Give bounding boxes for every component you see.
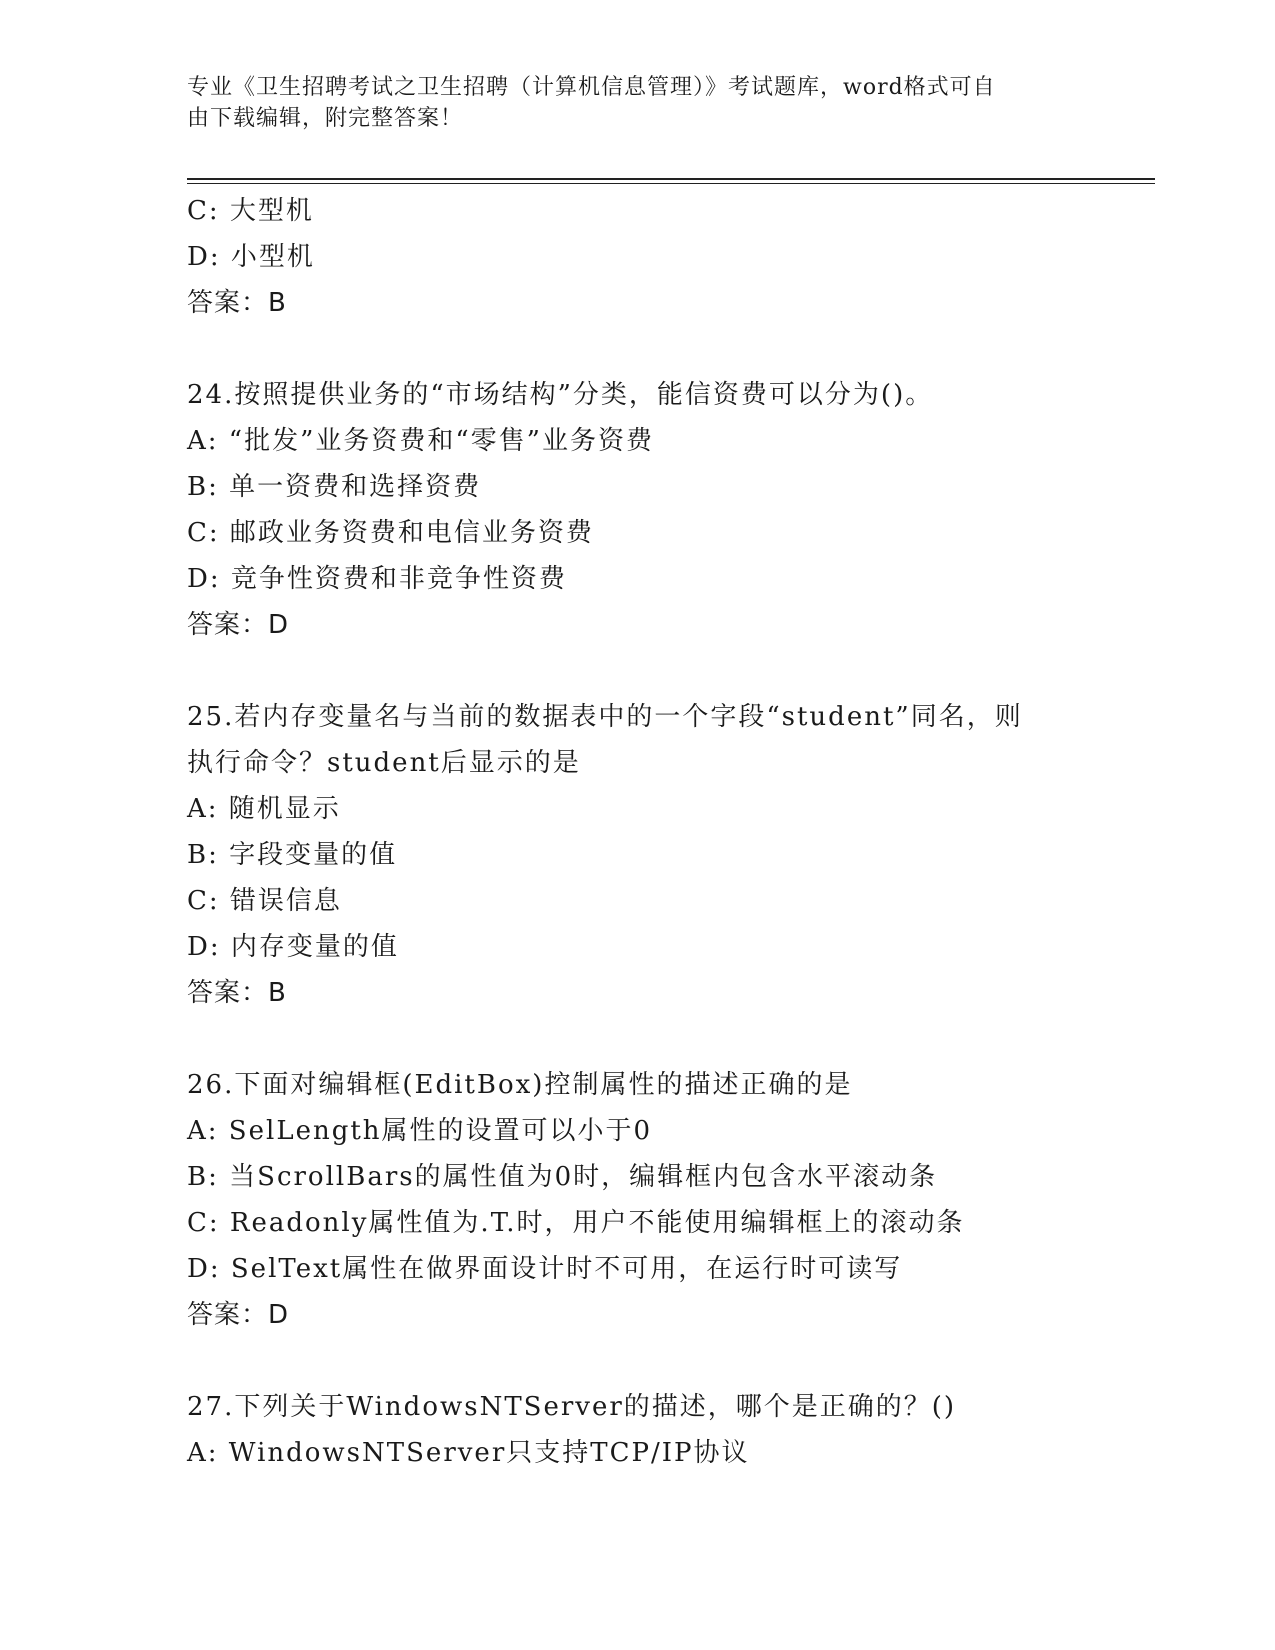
- option-a: A: 随机显示: [187, 794, 341, 824]
- option-d: D: SelText属性在做界面设计时不可用，在运行时可读写: [187, 1254, 903, 1284]
- option-b: B: 单一资费和选择资费: [187, 472, 482, 502]
- option-a: A: “批发”业务资费和“零售”业务资费: [187, 426, 654, 456]
- option-b: B: 字段变量的值: [187, 840, 398, 870]
- option-c: C: 错误信息: [187, 886, 342, 916]
- question-text-line-1: 25.若内存变量名与当前的数据表中的一个字段“student”同名，则: [187, 702, 1023, 732]
- spacer: [187, 1338, 1087, 1384]
- option-c: C: 大型机: [187, 196, 314, 226]
- page-header: [187, 72, 1067, 134]
- header-line-1: 专业《卫生招聘考试之卫生招聘（计算机信息管理）》考试题库，word格式可自: [187, 75, 996, 100]
- answer-line: 答案：B: [187, 978, 287, 1008]
- question-content: [187, 188, 1087, 1476]
- option-d: D: 小型机: [187, 242, 315, 272]
- question-text-line-2: 执行命令？student后显示的是: [187, 748, 581, 778]
- question-block-27: [187, 1384, 1087, 1476]
- option-a: A: WindowsNTServer只支持TCP/IP协议: [187, 1438, 750, 1468]
- option-c: C: 邮政业务资费和电信业务资费: [187, 518, 594, 548]
- question-text: 26.下面对编辑框(EditBox)控制属性的描述正确的是: [187, 1070, 853, 1100]
- question-block-24: [187, 372, 1087, 648]
- option-b: B: 当ScrollBars的属性值为0时，编辑框内包含水平滚动条: [187, 1162, 938, 1192]
- question-block-25: [187, 694, 1087, 1016]
- spacer: [187, 1016, 1087, 1062]
- question-block-26: [187, 1062, 1087, 1338]
- option-c: C: Readonly属性值为.T.时，用户不能使用编辑框上的滚动条: [187, 1208, 965, 1238]
- question-text: 27.下列关于WindowsNTServer的描述，哪个是正确的？(): [187, 1392, 957, 1422]
- answer-line: 答案：D: [187, 1300, 290, 1330]
- option-d: D: 竞争性资费和非竞争性资费: [187, 564, 567, 594]
- question-text: 24.按照提供业务的“市场结构”分类，能信资费可以分为()。: [187, 380, 934, 410]
- header-divider-thick: [187, 178, 1155, 180]
- answer-line: 答案：B: [187, 288, 287, 318]
- header-line-2: 由下载编辑，附完整答案！: [187, 106, 464, 131]
- answer-line: 答案：D: [187, 610, 290, 640]
- header-divider-thin: [187, 183, 1155, 184]
- spacer: [187, 648, 1087, 694]
- question-block-23: [187, 188, 1087, 326]
- option-a: A: SelLength属性的设置可以小于0: [187, 1116, 653, 1146]
- spacer: [187, 326, 1087, 372]
- option-d: D: 内存变量的值: [187, 932, 399, 962]
